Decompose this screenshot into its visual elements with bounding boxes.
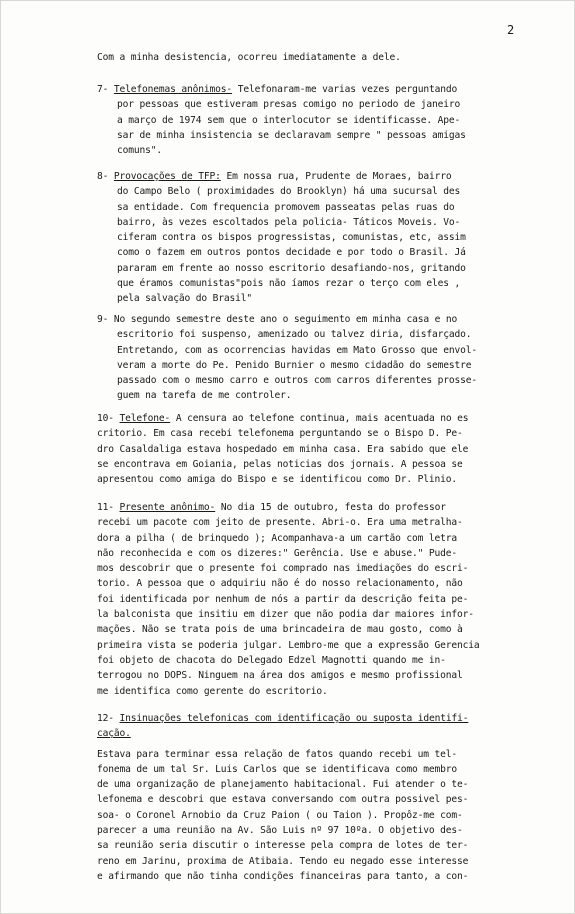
intro-paragraph — [97, 50, 537, 65]
text-line: e afirmando que não tinha condições financeiras para tanto, a con- — [97, 870, 469, 882]
text-line: apresentou como amiga do Bispo e se identificou como Dr. Plinio. — [97, 474, 458, 486]
text-line: se encontrava em Goiania, pelas noticias dos jornais. A pessoa se — [97, 458, 463, 470]
section-heading: Telefonemas anônimos- — [113, 84, 233, 95]
text-run: No dia 15 de outubro, festa do professor — [220, 502, 446, 513]
section-11 — [97, 500, 537, 699]
text-line: soa- o Coronel Arnobio da Cruz Paion ( ou Taion ). Propôz-me com- — [97, 809, 463, 821]
text-line: pararam em frente ao nosso escritorio desafiando-nos, gritando — [117, 262, 466, 274]
text-line: parecer a uma reunião na Av. São Luis nº 97 10ºa. O objetivo des- — [97, 825, 463, 837]
text-line: a março de 1974 sem que o interlocutor se identificasse. Ape- — [117, 114, 461, 126]
text-line: mações. Não se trata pois de uma brincadeira de mau gosto, como à — [97, 624, 463, 636]
text-line: me identifica como gerente do escritorio. — [97, 685, 328, 697]
text-line — [97, 169, 537, 184]
text-line — [97, 82, 537, 97]
section-number: 11- — [97, 502, 114, 513]
section-number: 12- — [97, 713, 114, 724]
section-heading: Telefone- — [119, 413, 171, 424]
text-line: torio. A pessoa que o adquiriu não é do nosso relacionamento, não — [97, 578, 463, 590]
section-9 — [97, 312, 537, 404]
text-line: do Campo Belo ( proximidades do Brooklyn) há uma sucursal des — [117, 186, 461, 198]
text-line: Estava para terminar essa relação de fatos quando recebi um tel- — [97, 748, 458, 760]
text-line: Com a minha desistencia, ocorreu imediatamente a dele. — [97, 52, 401, 63]
section-heading: Provocações de TFP: — [113, 171, 221, 182]
section-heading: Insinuações telefonicas com identificação ou suposta identifi- — [119, 713, 469, 724]
text-line: bairro, às vezes escoltados pela policia- Táticos Moveis. Vo- — [117, 216, 461, 228]
section-number: 10- — [97, 413, 114, 424]
text-line: escritorio foi suspenso, amenizado ou talvez diria, disfarçado. — [117, 329, 472, 341]
text-line: terrogou no DOPS. Ninguem na área dos amigos e mesmo profissional — [97, 670, 463, 682]
section-12 — [97, 711, 537, 884]
text-run: Telefonaram-me varias vezes perguntando — [237, 84, 458, 95]
text-line: não reconhecida e com os dizeres:" Gerência. Use e abuse." Pude- — [97, 547, 458, 559]
text-line: fonema de um tal Sr. Luis Carlos que se identificava como membro — [97, 763, 458, 775]
section-number: 8- — [97, 171, 109, 182]
text-line: sa reunião seria discutir o interesse pela compra de lotes de ter- — [97, 840, 469, 852]
text-line: comuns". — [117, 145, 163, 157]
section-heading: Presente anônimo- — [119, 502, 216, 513]
text-run: Em nossa rua, Prudente de Moraes, bairro — [226, 171, 452, 182]
text-line — [97, 411, 537, 426]
text-line: la balconista que insitiu em dizer que não podia dar maiores infor- — [97, 609, 474, 621]
text-line — [97, 500, 537, 515]
text-line: mos descobrir que o presente foi comprado nas imediações do escri- — [97, 563, 469, 575]
text-line — [97, 711, 537, 726]
text-line: critorio. Em casa recebi telefonema perguntando se o Bispo D. Pe- — [97, 428, 463, 440]
text-line: foi objeto de chacota do Delegado Edzel Magnotti quando me in- — [97, 654, 446, 666]
text-line: reno em Jarinu, proxima de Atibaia. Tendo eu negado esse interesse — [97, 855, 469, 867]
text-line: guem na tarefa de me controler. — [117, 390, 292, 402]
text-line: passado com o mesmo carro e outros com carros diferentes prosse- — [117, 375, 478, 387]
page-number: 2 — [507, 23, 515, 37]
text-line: como o fazem em outros pontos decidade e por todo o Brasil. Já — [117, 247, 466, 259]
section-number: 9- — [97, 314, 109, 325]
text-line: sa entidade. Com frequencia promovem passeatas pelas ruas do — [117, 201, 455, 213]
text-line: foi identificada por nenhum de nós a partir da descrição feita pe- — [97, 593, 469, 605]
text-line: lefonema e descobri que estava conversando com outra possivel pes- — [97, 794, 469, 806]
text-line — [97, 312, 537, 327]
text-line: pela salvação do Brasil" — [117, 293, 253, 305]
text-run: A censura ao telefone continua, mais acentuada no es — [175, 413, 469, 424]
text-line: que éramos comunistas"pois não íamos rezar o terço com eles , — [117, 278, 461, 290]
text-line: dora a pilha ( de brinquedo ); Acompanhava-a um cartão com letra — [97, 532, 458, 544]
text-run: No segundo semestre deste ano o seguimento em minha casa e no — [113, 314, 458, 325]
section-8 — [97, 169, 537, 307]
text-line: veram a morte do Pe. Penido Burnier o mesmo cidadão do semestre — [117, 359, 472, 371]
section-7 — [97, 82, 537, 158]
section-number: 7- — [97, 84, 109, 95]
text-line: recebi um pacote com jeito de presente. Abri-o. Era uma metralha- — [97, 517, 463, 529]
text-line: Entretando, com as ocorrencias havidas em Mato Grosso que envol- — [117, 344, 478, 356]
section-10 — [97, 411, 537, 487]
text-line: primeira vista se poderia julgar. Lembro-me que a expressão Gerencia — [97, 639, 480, 651]
text-line: por pessoas que estiveram presas comigo no periodo de janeiro — [117, 99, 461, 111]
section-heading-continuation: cação. — [97, 728, 131, 740]
text-line: sar de minha insistencia se declaravam sempre " pessoas amigas — [117, 129, 466, 141]
text-line: ciferam contra os bispos progressistas, comunistas, etc, assim — [117, 232, 466, 244]
text-line: dro Casaldaliga estava hospedado em minha casa. Era sabido que ele — [97, 443, 469, 455]
text-line: de uma organização de planejamento habitacional. Fui atender o te- — [97, 779, 469, 791]
